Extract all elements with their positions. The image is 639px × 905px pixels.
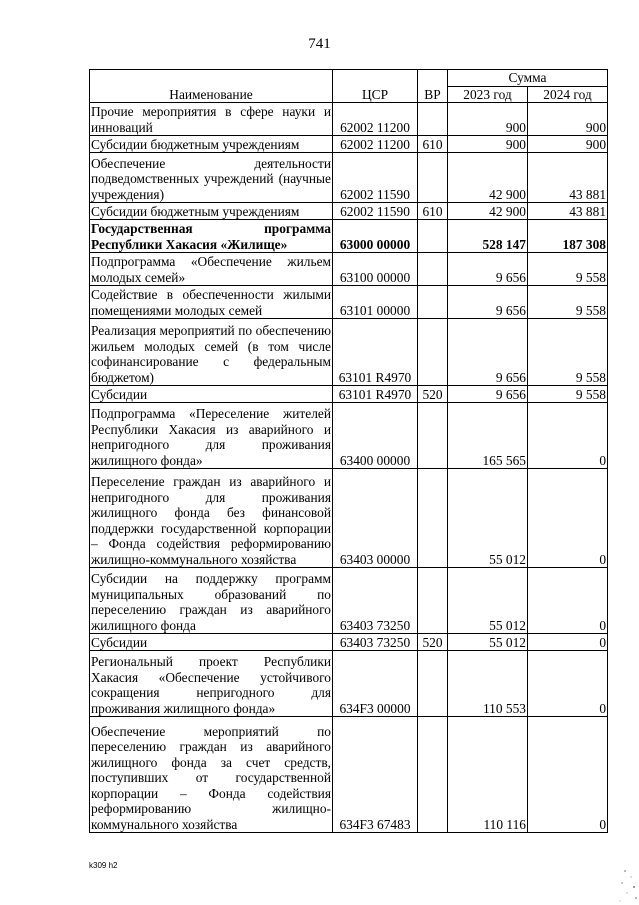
row-csr: 62002 11200 — [333, 136, 418, 153]
table-row — [90, 651, 608, 717]
row-value-2023: 55 012 — [448, 568, 528, 634]
header-year-2024: 2024 год — [528, 86, 608, 103]
row-vr — [418, 286, 448, 319]
row-vr: 610 — [418, 203, 448, 220]
header-sum: Сумма — [448, 70, 608, 87]
row-name: Реализация мероприятий по обеспечению жильем молодых семей (в том числе софинансирование с федеральным бюджетом) — [90, 319, 333, 386]
table-row — [90, 634, 608, 651]
row-vr: 610 — [418, 136, 448, 153]
row-value-2023: 165 565 — [448, 403, 528, 469]
table-row — [90, 386, 608, 403]
row-name: Субсидии — [90, 386, 333, 403]
row-csr: 634F3 00000 — [333, 651, 418, 717]
header-csr: ЦСР — [333, 70, 418, 103]
row-value-2023: 42 900 — [448, 153, 528, 203]
table-row — [90, 153, 608, 203]
row-name: Обеспечение мероприятий по переселению граждан из аварийного жилищного фонда за счет средств, поступивших от государственной корпорации – Фонда содействия реформированию жилищно-коммунального хозяйства — [90, 717, 333, 833]
table-row — [90, 103, 608, 136]
row-vr — [418, 153, 448, 203]
row-name: Прочие мероприятия в сфере науки и инноваций — [91, 104, 331, 135]
row-vr — [418, 717, 448, 833]
table-body — [90, 103, 608, 833]
row-value-2024: 187 308 — [528, 220, 608, 253]
row-csr: 63101 00000 — [333, 286, 418, 319]
table-row — [90, 403, 608, 469]
row-vr — [418, 469, 448, 568]
row-vr — [418, 253, 448, 286]
row-value-2024: 0 — [528, 568, 608, 634]
row-value-2024: 9 558 — [528, 386, 608, 403]
row-value-2023: 528 147 — [448, 220, 528, 253]
row-value-2023: 900 — [448, 103, 528, 136]
row-value-2024: 9 558 — [528, 319, 608, 386]
budget-table — [89, 69, 608, 833]
row-name: Субсидии бюджетным учреждениям — [90, 203, 333, 220]
row-value-2024: 0 — [528, 469, 608, 568]
header-vr: ВР — [418, 70, 448, 103]
row-value-2023: 900 — [448, 136, 528, 153]
row-value-2024: 43 881 — [528, 153, 608, 203]
row-vr — [418, 403, 448, 469]
row-csr: 63403 00000 — [333, 469, 418, 568]
row-csr: 63400 00000 — [333, 403, 418, 469]
row-name: Подпрограмма «Переселение жителей Республики Хакасия из аварийного и непригодного для проживания жилищного фонда» — [90, 403, 333, 469]
table-row — [90, 286, 608, 319]
row-value-2024: 900 — [528, 136, 608, 153]
row-csr: 63000 00000 — [333, 220, 418, 253]
row-csr: 62002 11590 — [333, 203, 418, 220]
row-vr — [418, 651, 448, 717]
table-row — [90, 568, 608, 634]
row-value-2023: 110 116 — [448, 717, 528, 833]
table-row — [90, 136, 608, 153]
row-value-2023: 42 900 — [448, 203, 528, 220]
row-value-2024: 0 — [528, 403, 608, 469]
row-csr: 63403 73250 — [333, 568, 418, 634]
row-vr: 520 — [418, 634, 448, 651]
table-row — [90, 319, 608, 386]
row-value-2023: 9 656 — [448, 319, 528, 386]
row-name: Содействие в обеспеченности жилыми помещениями молодых семей — [91, 287, 331, 318]
row-name: Субсидии бюджетным учреждениям — [90, 136, 333, 153]
row-name: Региональный проект Республики Хакасия «Обеспечение устойчивого сокращения непригодного для проживания жилищного фонда» — [90, 651, 333, 717]
row-value-2024: 9 558 — [528, 253, 608, 286]
row-name: Государственная программа Республики Хакасия «Жилище» — [91, 221, 331, 252]
page-number: 741 — [308, 36, 331, 52]
table-row — [90, 717, 608, 833]
row-name: Переселение граждан из аварийного и непригодного для проживания жилищного фонда без финансовой поддержки государственной корпорации – Фонда содействия реформированию жилищно-коммунального хозяйства — [90, 469, 333, 568]
row-value-2023: 9 656 — [448, 386, 528, 403]
row-csr: 62002 11590 — [333, 153, 418, 203]
footer-code: k309 h2 — [89, 861, 118, 870]
row-value-2023: 55 012 — [448, 469, 528, 568]
row-csr: 62002 11200 — [333, 103, 418, 136]
row-value-2024: 43 881 — [528, 203, 608, 220]
row-csr: 63100 00000 — [333, 253, 418, 286]
table-row — [90, 469, 608, 568]
row-value-2023: 110 553 — [448, 651, 528, 717]
row-name: Обеспечение деятельности подведомственных учреждений (научные учреждения) — [90, 153, 333, 203]
row-value-2023: 9 656 — [448, 253, 528, 286]
row-value-2024: 900 — [528, 103, 608, 136]
row-vr — [418, 220, 448, 253]
row-value-2024: 9 558 — [528, 286, 608, 319]
header-year-2023: 2023 год — [448, 86, 528, 103]
row-csr: 63403 73250 — [333, 634, 418, 651]
row-csr: 63101 R4970 — [333, 319, 418, 386]
row-vr — [418, 319, 448, 386]
row-value-2023: 55 012 — [448, 634, 528, 651]
row-csr: 634F3 67483 — [333, 717, 418, 833]
row-vr: 520 — [418, 386, 448, 403]
table-row — [90, 220, 608, 253]
row-value-2024: 0 — [528, 651, 608, 717]
header-name: Наименование — [90, 70, 333, 103]
row-csr: 63101 R4970 — [333, 386, 418, 403]
row-name: Подпрограмма «Обеспечение жильем молодых семей» — [91, 254, 331, 285]
row-name: Субсидии — [90, 634, 333, 651]
table-row — [90, 253, 608, 286]
row-vr — [418, 103, 448, 136]
row-vr — [418, 568, 448, 634]
table-row — [90, 203, 608, 220]
row-value-2024: 0 — [528, 634, 608, 651]
row-value-2023: 9 656 — [448, 286, 528, 319]
scan-artifact — [617, 865, 639, 905]
row-value-2024: 0 — [528, 717, 608, 833]
row-name: Субсидии на поддержку программ муниципальных образований по переселению граждан из аварийного жилищного фонда — [90, 568, 333, 634]
